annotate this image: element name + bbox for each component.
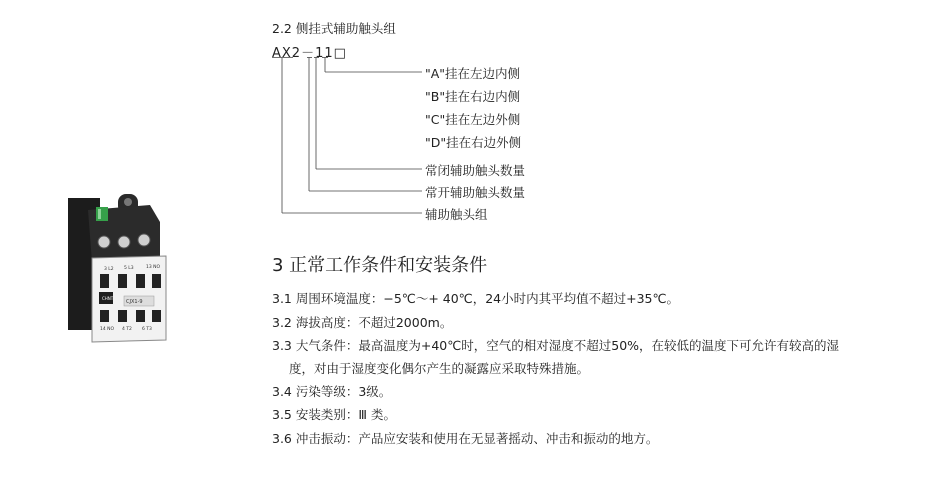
product-terminal-label: 5 L3 <box>124 266 134 271</box>
product-terminal-label: 6 T3 <box>142 327 152 332</box>
nc-count-label: 常闭辅助触头数量 <box>425 163 526 178</box>
option-c-label: "C"挂在左边外侧 <box>425 112 521 127</box>
product-model-text: CJX1-9 <box>126 299 143 305</box>
condition-item: 3.3 大气条件：最高温度为+40℃时，空气的相对湿度不超过50%，在较低的温度下可允许有较高的湿 <box>272 338 840 353</box>
condition-item: 3.6 冲击振动：产品应安装和使用在无显著摇动、冲击和振动的地方。 <box>272 431 659 446</box>
no-count-label: 常开辅助触头数量 <box>425 185 526 200</box>
condition-item: 3.5 安装类别：Ⅲ 类。 <box>272 407 396 422</box>
option-d-label: "D"挂在右边外侧 <box>425 135 522 150</box>
product-terminal-label: 13 NO <box>146 265 161 270</box>
model-code <box>272 42 347 61</box>
condition-item: 3.1 周围环境温度：−5℃～+ 40℃，24小时内其平均值不超过+35℃。 <box>272 291 680 306</box>
section-3-title: 3 正常工作条件和安装条件 <box>272 255 488 276</box>
product-terminal-label: 3 L2 <box>104 267 114 272</box>
condition-item-continued: 度，对由于湿度变化偶尔产生的凝露应采取特殊措施。 <box>289 361 590 376</box>
product-terminal-label: 4 T2 <box>122 327 132 332</box>
section-2-2-title: 2.2 侧挂式辅助触头组 <box>272 21 396 36</box>
product-brand-text: CHNT <box>102 296 114 301</box>
aux-group-label: 辅助触头组 <box>425 207 488 222</box>
model-suffix-box: □ <box>333 46 347 61</box>
option-a-label: "A"挂在左边内侧 <box>425 66 521 81</box>
condition-item: 3.2 海拔高度：不超过2000m。 <box>272 315 453 330</box>
option-b-label: "B"挂在右边内侧 <box>425 89 521 104</box>
product-terminal-label: 14 NO <box>100 327 115 332</box>
model-code-text: AX2－11 <box>272 46 334 61</box>
condition-item: 3.4 污染等级：3级。 <box>272 384 392 399</box>
